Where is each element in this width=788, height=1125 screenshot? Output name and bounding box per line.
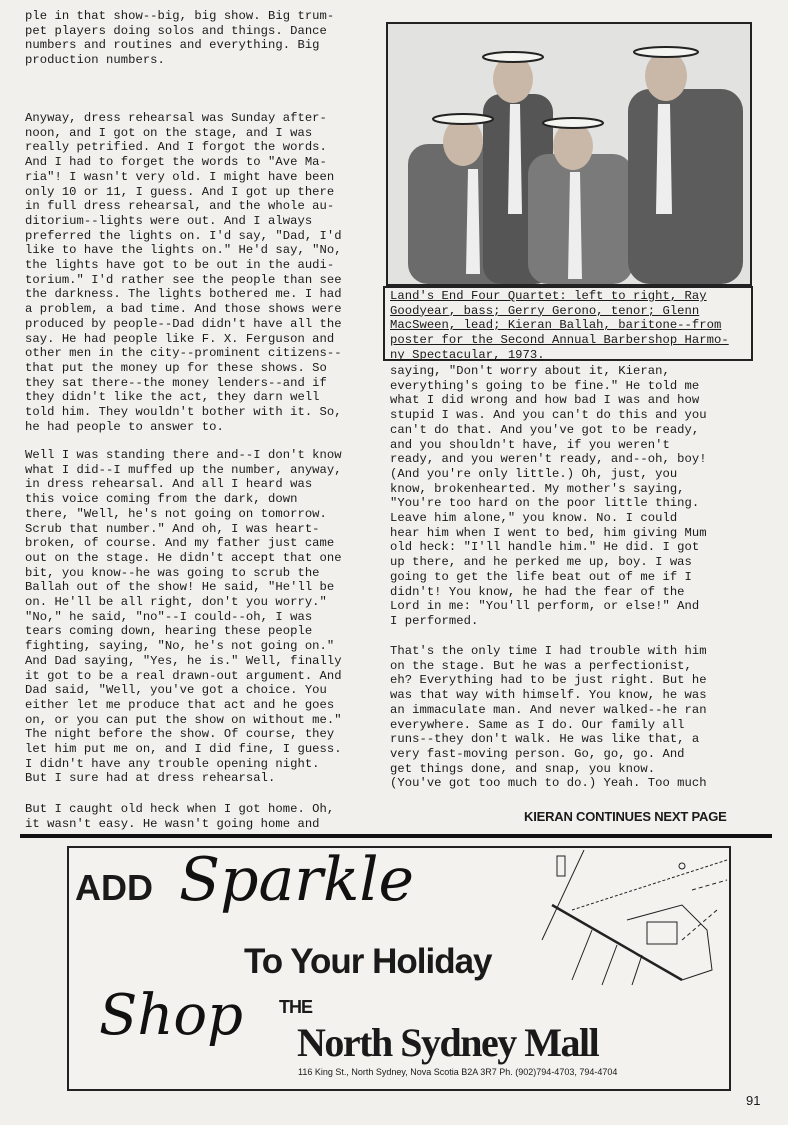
paragraph: But I caught old heck when I got home. Oh, it wasn't easy. He wasn't going home and bbox=[25, 802, 335, 831]
page-number: 91 bbox=[746, 1093, 761, 1108]
mall-advertisement bbox=[67, 846, 731, 1091]
divider bbox=[20, 834, 772, 838]
ad-the-text: THE bbox=[279, 997, 312, 1017]
ad-holiday-text: To Your Holiday bbox=[244, 942, 492, 981]
paragraph: saying, "Don't worry about it, Kieran, everything's going to be fine." He told me what I did wrong and how bad I was and how stupid I was. And you can't do this and you can't do that. And you've got to be ready, and you shouldn't have, if you weren't ready, and you weren't ready, and--oh, boy! (And you're only little.) Oh, just, you know, brokenhearted. My mother's saying, "You're too hard on the poor little thing. Leave him alone," you know. No. I could hear him when I went to bed, him giving Mum old heck: "I'll handle him." He did. I got up there, and he perked me up, boy. I was going to get the life beat out of me if I didn't! You know, he had the fear of the Lord in me: "You'll perform, or else!" And I performed. bbox=[390, 364, 707, 628]
street-map-icon bbox=[532, 850, 728, 988]
paragraph: Well I was standing there and--I don't know what I did--I muffed up the number, anyway, in dress rehearsal. And all I heard was this voice coming from the dark, down there, "Well, he's not going on tomorrow. Scrub that number." And oh, I was heart- broken, of course. And my father just came out on the stage. He didn't accept that one bit, you know--he was going to scrub the Ballah out of the show! He said, "He'll be on. He'll be all right, don't you worry." "No," he said, "no"--I could--oh, I was tears coming down, hearing these people fighting, saying, "No, he's not going on." And Dad saying, "Yes, he is." Well, finally it got to be a real drawn-out argument. And Dad said, "Well, you've got a choice. You either let me produce that act and he goes on, or you can put the show on without me." The night before the show. Of course, they let him put me on, and I did fine, I guess. I didn't have any trouble opening night. But I sure had at dress rehearsal. bbox=[25, 448, 342, 786]
ad-sparkle-text: Sparkle bbox=[179, 845, 415, 915]
ad-address: 116 King St., North Sydney, Nova Scotia B2A 3R7 Ph. (902)794-4703, 794-4704 bbox=[298, 1067, 618, 1077]
continued-notice: KIERAN CONTINUES NEXT PAGE bbox=[524, 809, 727, 824]
photo-caption-text: Land's End Four Quartet: left to right, Ray Goodyear, bass; Gerry Gerono, tenor; Glenn MacSween, lead; Kieran Ballah, baritone--from poster for the Second Annual Barbershop Harmo- ny Spectacular, 1973. bbox=[390, 289, 729, 362]
paragraph: ple in that show--big, big show. Big trum- pet players doing solos and things. Dance numbers and routines and everything. Big production numbers. bbox=[25, 9, 335, 68]
quartet-photo bbox=[386, 22, 752, 286]
paragraph: Anyway, dress rehearsal was Sunday after- noon, and I got on the stage, and I was really petrified. And I forgot the words. And I had to forget the words to "Ave Ma- ria"! I wasn't very old. I might have been only 10 or 11, I guess. And I got up there in full dress rehearsal, and the whole au- ditorium--lights were out. And I always preferred the lights on. I'd say, "Dad, I'd like to have the lights on." He'd say, "No, the lights have got to be out in the audi- torium." I'd rather see the people than see the darkness. The lights bothered me. I had a problem, a bad time. And those shows were produced by people--Dad didn't have all the say. He had people like F. X. Ferguson and other men in the city--prominent citizens-- that put the money up for these shows. So they sat there--the money lenders--and if they didn't like the act, they darn well told him. They wouldn't bother with it. So, he had people to answer to. bbox=[25, 111, 342, 434]
ad-add-text: ADD bbox=[75, 867, 153, 908]
paragraph: That's the only time I had trouble with him on the stage. But he was a perfectionist, eh? Everything had to be just right. But he was that way with himself. You know, he was an immaculate man. And never walked--he ran everywhere. Same as I do. Our family all runs--they don't walk. He was like that, a very fast-moving person. Go, go, go. And get things done, and snap, you know. (You've got too much to do.) Yeah. Too much bbox=[390, 644, 707, 791]
quartet-photo-image bbox=[388, 24, 750, 284]
photo-caption bbox=[383, 286, 753, 361]
ad-shop-text: Shop bbox=[99, 983, 243, 1048]
ad-mall-name: North Sydney Mall bbox=[297, 1020, 599, 1065]
